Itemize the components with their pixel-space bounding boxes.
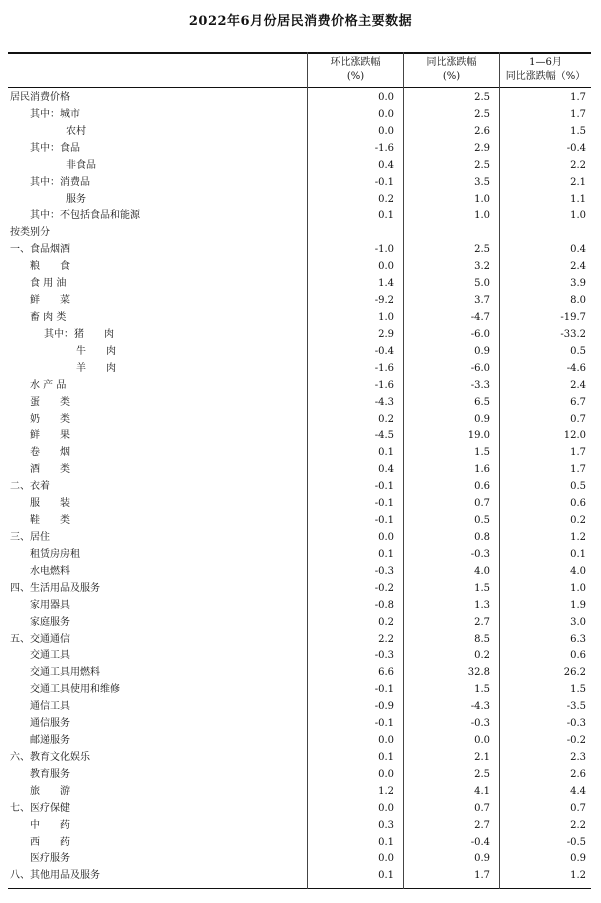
mom-value: 2.2 <box>378 633 394 645</box>
row-label: 交通工具使用和维修 <box>30 684 120 696</box>
ytd-value: 1.7 <box>570 464 586 476</box>
yoy-value: 0.0 <box>474 735 490 747</box>
yoy-value: 1.3 <box>474 599 490 611</box>
ytd-value: 1.7 <box>570 447 586 459</box>
mom-value: -0.9 <box>374 701 394 713</box>
mom-value: 0.4 <box>378 464 394 476</box>
table-row <box>8 682 591 699</box>
row-label: 卷 烟 <box>30 447 70 459</box>
row-label: 旅 游 <box>30 785 70 797</box>
mom-value: -0.3 <box>374 650 394 662</box>
yoy-value: -6.0 <box>470 328 490 340</box>
yoy-value: -4.3 <box>470 701 490 713</box>
yoy-value: 0.5 <box>474 515 490 527</box>
ytd-value: 0.6 <box>570 498 586 510</box>
table-row <box>8 598 591 615</box>
table-row <box>8 513 591 530</box>
table-row <box>8 564 591 581</box>
yoy-value: 1.7 <box>474 870 490 882</box>
ytd-value: 2.2 <box>570 159 586 171</box>
yoy-value: -0.3 <box>470 548 490 560</box>
row-label: 蛋 类 <box>30 396 70 408</box>
mom-value: -0.4 <box>374 345 394 357</box>
table-row <box>8 293 591 310</box>
yoy-value: 1.5 <box>474 447 490 459</box>
yoy-value: -4.7 <box>470 311 490 323</box>
table-row <box>8 615 591 632</box>
row-label: 七、医疗保健 <box>10 802 70 814</box>
yoy-value: 2.5 <box>474 92 490 103</box>
mom-value: -0.1 <box>374 684 394 696</box>
mom-value: -1.0 <box>374 244 394 256</box>
ytd-value: -0.2 <box>566 735 586 747</box>
header-mom <box>308 56 403 84</box>
yoy-value: 6.5 <box>474 396 490 408</box>
ytd-value: 1.1 <box>570 193 586 205</box>
ytd-value: 2.1 <box>570 176 586 188</box>
yoy-value: 2.6 <box>474 125 490 137</box>
row-label: 六、教育文化娱乐 <box>10 751 90 763</box>
table-body <box>8 90 591 885</box>
mom-value: 6.6 <box>378 667 394 679</box>
ytd-value: 1.0 <box>570 582 586 594</box>
header-ytd <box>500 56 591 84</box>
yoy-value: 0.2 <box>474 650 490 662</box>
row-label: 西 药 <box>30 836 70 848</box>
ytd-value: 1.0 <box>570 210 586 222</box>
mom-value: 0.0 <box>378 125 394 137</box>
mom-value: -4.3 <box>374 396 394 408</box>
table-row <box>8 868 591 885</box>
row-label: 服务 <box>66 193 86 205</box>
table-row <box>8 428 591 445</box>
table-row <box>8 310 591 327</box>
ytd-value: -3.5 <box>566 701 586 713</box>
header-yoy-line1: 同比涨跌幅 <box>426 57 477 68</box>
table-top-rule <box>8 52 591 54</box>
ytd-value: 1.5 <box>570 684 586 696</box>
table-row <box>8 699 591 716</box>
table-row <box>8 851 591 868</box>
mom-value: 0.1 <box>378 751 394 763</box>
table-row <box>8 496 591 513</box>
ytd-value: 0.6 <box>570 650 586 662</box>
row-label: 三、居住 <box>10 531 50 543</box>
ytd-value: 1.2 <box>570 531 586 543</box>
yoy-value: 19.0 <box>467 430 490 442</box>
ytd-value: 2.3 <box>570 751 586 763</box>
mom-value: 0.2 <box>378 616 394 628</box>
table-row <box>8 192 591 209</box>
mom-value: -0.1 <box>374 481 394 493</box>
ytd-value: 2.2 <box>570 819 586 831</box>
yoy-value: 2.5 <box>474 159 490 171</box>
table-row <box>8 767 591 784</box>
yoy-value: -3.3 <box>470 379 490 391</box>
table-row <box>8 479 591 496</box>
row-label: 医疗服务 <box>30 853 70 865</box>
row-label: 邮递服务 <box>30 735 70 747</box>
mom-value: -0.1 <box>374 498 394 510</box>
mom-value: 0.1 <box>378 548 394 560</box>
mom-value: 0.1 <box>378 836 394 848</box>
row-label: 其中：消费品 <box>30 176 90 188</box>
row-label: 四、生活用品及服务 <box>10 582 100 594</box>
row-label: 家庭服务 <box>30 616 70 628</box>
yoy-value: 1.5 <box>474 582 490 594</box>
yoy-value: 8.5 <box>474 633 490 645</box>
ytd-value: 1.2 <box>570 870 586 882</box>
table-bottom-rule <box>8 888 591 889</box>
ytd-value: 1.7 <box>570 108 586 120</box>
mom-value: 1.2 <box>378 785 394 797</box>
table-row <box>8 344 591 361</box>
table-row <box>8 648 591 665</box>
ytd-value: 3.9 <box>570 278 586 290</box>
row-label: 粮 食 <box>30 261 70 273</box>
yoy-value: 4.1 <box>474 785 490 797</box>
header-mom-line2: (%) <box>346 71 365 82</box>
ytd-value: 2.6 <box>570 768 586 780</box>
table-row <box>8 412 591 429</box>
table-row <box>8 395 591 412</box>
mom-value: -0.3 <box>374 565 394 577</box>
row-label: 鲜 果 <box>30 430 70 442</box>
mom-value: 0.0 <box>378 261 394 273</box>
row-label: 家用器具 <box>30 599 70 611</box>
row-label: 服 装 <box>30 498 70 510</box>
yoy-value: 3.5 <box>474 176 490 188</box>
table-row <box>8 175 591 192</box>
mom-value: -0.1 <box>374 176 394 188</box>
ytd-value: 2.4 <box>570 379 586 391</box>
yoy-value: 1.6 <box>474 464 490 476</box>
table-row <box>8 141 591 158</box>
row-label: 畜 肉 类 <box>30 311 67 323</box>
yoy-value: 2.1 <box>474 751 490 763</box>
row-label: 二、衣着 <box>10 481 50 493</box>
row-label: 八、其他用品及服务 <box>10 870 100 882</box>
table-row <box>8 581 591 598</box>
ytd-value: 1.7 <box>570 92 586 103</box>
row-label: 其中：城市 <box>30 108 80 120</box>
table-row <box>8 750 591 767</box>
mom-value: 0.2 <box>378 413 394 425</box>
yoy-value: 0.7 <box>474 498 490 510</box>
mom-value: 1.0 <box>378 311 394 323</box>
yoy-value: 0.6 <box>474 481 490 493</box>
table-row <box>8 835 591 852</box>
yoy-value: 2.5 <box>474 244 490 256</box>
table-row <box>8 327 591 344</box>
mom-value: 0.0 <box>378 853 394 865</box>
ytd-value: 0.9 <box>570 853 586 865</box>
table-row <box>8 124 591 141</box>
ytd-value: 6.7 <box>570 396 586 408</box>
mom-value: -4.5 <box>374 430 394 442</box>
mom-value: 0.0 <box>378 108 394 120</box>
ytd-value: 0.1 <box>570 548 586 560</box>
yoy-value: 0.9 <box>474 853 490 865</box>
header-yoy <box>404 56 499 84</box>
table-row <box>8 716 591 733</box>
yoy-value: 32.8 <box>467 667 490 679</box>
mom-value: -1.6 <box>374 362 394 374</box>
ytd-value: 0.7 <box>570 802 586 814</box>
yoy-value: 2.5 <box>474 768 490 780</box>
table-row <box>8 665 591 682</box>
table-row <box>8 90 591 107</box>
mom-value: 0.0 <box>378 735 394 747</box>
row-label: 其中：猪 肉 <box>44 328 114 340</box>
ytd-value: 0.5 <box>570 481 586 493</box>
table-row <box>8 733 591 750</box>
row-label: 酒 类 <box>30 464 70 476</box>
mom-value: -0.1 <box>374 718 394 730</box>
row-label: 通信服务 <box>30 718 70 730</box>
mom-value: 0.2 <box>378 193 394 205</box>
table-row <box>8 632 591 649</box>
mom-value: -9.2 <box>374 295 394 307</box>
yoy-value: 2.9 <box>474 142 490 154</box>
ytd-value: -19.7 <box>560 311 586 323</box>
data-table <box>8 52 591 889</box>
table-row <box>8 107 591 124</box>
table-row <box>8 784 591 801</box>
mom-value: 0.1 <box>378 870 394 882</box>
row-label: 水 产 品 <box>30 379 67 391</box>
mom-value: 2.9 <box>378 328 394 340</box>
mom-value: 0.4 <box>378 159 394 171</box>
header-ytd-line2: 同比涨跌幅（%） <box>505 71 586 82</box>
mom-value: -0.1 <box>374 515 394 527</box>
row-label: 按类别分 <box>10 227 50 239</box>
mom-value: 0.0 <box>378 531 394 543</box>
mom-value: 0.0 <box>378 802 394 814</box>
yoy-value: 4.0 <box>474 565 490 577</box>
yoy-value: 1.5 <box>474 684 490 696</box>
mom-value: -0.2 <box>374 582 394 594</box>
ytd-value: 4.0 <box>570 565 586 577</box>
yoy-value: 1.0 <box>474 210 490 222</box>
yoy-value: -0.3 <box>470 718 490 730</box>
row-label: 食 用 油 <box>30 278 67 290</box>
row-label: 牛 肉 <box>76 345 116 357</box>
table-row <box>8 378 591 395</box>
ytd-value: -33.2 <box>560 328 586 340</box>
yoy-value: 0.9 <box>474 413 490 425</box>
row-label: 教育服务 <box>30 768 70 780</box>
ytd-value: 1.9 <box>570 599 586 611</box>
row-label: 租赁房房租 <box>30 548 80 560</box>
ytd-value: 0.4 <box>570 244 586 256</box>
ytd-value: 8.0 <box>570 295 586 307</box>
mom-value: -1.6 <box>374 142 394 154</box>
table-row <box>8 208 591 225</box>
ytd-value: -4.6 <box>566 362 586 374</box>
ytd-value: 0.2 <box>570 515 586 527</box>
yoy-value: 5.0 <box>474 278 490 290</box>
row-label: 其中：食品 <box>30 142 80 154</box>
mom-value: -1.6 <box>374 379 394 391</box>
yoy-value: -6.0 <box>470 362 490 374</box>
row-label: 鲜 菜 <box>30 295 70 307</box>
mom-value: -0.8 <box>374 599 394 611</box>
table-row <box>8 361 591 378</box>
ytd-value: -0.3 <box>566 718 586 730</box>
page-title: 2022年6月份居民消费价格主要数据 <box>188 14 413 29</box>
table-row <box>8 259 591 276</box>
header-yoy-line2: (%) <box>442 71 461 82</box>
table-row <box>8 818 591 835</box>
mom-value: 0.0 <box>378 92 394 103</box>
header-ytd-line1: 1—6月 <box>529 57 562 68</box>
row-label: 农村 <box>66 125 86 137</box>
ytd-value: 1.5 <box>570 125 586 137</box>
row-label: 鞋 类 <box>30 515 70 527</box>
ytd-value: 3.0 <box>570 616 586 628</box>
ytd-value: 2.4 <box>570 261 586 273</box>
ytd-value: -0.4 <box>566 142 586 154</box>
ytd-value: 0.7 <box>570 413 586 425</box>
row-label: 水电燃料 <box>30 565 70 577</box>
mom-value: 1.4 <box>378 278 394 290</box>
yoy-value: 0.7 <box>474 802 490 814</box>
row-label: 五、交通通信 <box>10 633 70 645</box>
yoy-value: 2.7 <box>474 819 490 831</box>
table-row <box>8 530 591 547</box>
ytd-value: 6.3 <box>570 633 586 645</box>
table-row <box>8 462 591 479</box>
ytd-value: 0.5 <box>570 345 586 357</box>
row-label: 中 药 <box>30 819 70 831</box>
table-row <box>8 276 591 293</box>
table-row <box>8 242 591 259</box>
row-label: 交通工具用燃料 <box>30 667 100 679</box>
yoy-value: -0.4 <box>470 836 490 848</box>
yoy-value: 2.5 <box>474 108 490 120</box>
row-label: 羊 肉 <box>76 362 116 374</box>
mom-value: 0.0 <box>378 768 394 780</box>
row-label: 非食品 <box>66 159 96 171</box>
table-row <box>8 801 591 818</box>
yoy-value: 3.7 <box>474 295 490 307</box>
header-rule <box>8 87 591 88</box>
yoy-value: 0.8 <box>474 531 490 543</box>
ytd-value: 26.2 <box>563 667 586 679</box>
header-mom-line1: 环比涨跌幅 <box>330 57 381 68</box>
row-label: 其中：不包括食品和能源 <box>30 210 140 222</box>
row-label: 奶 类 <box>30 413 70 425</box>
yoy-value: 3.2 <box>474 261 490 273</box>
ytd-value: 12.0 <box>563 430 586 442</box>
yoy-value: 1.0 <box>474 193 490 205</box>
row-label: 一、食品烟酒 <box>10 244 70 256</box>
table-row <box>8 445 591 462</box>
row-label: 交通工具 <box>30 650 70 662</box>
ytd-value: -0.5 <box>566 836 586 848</box>
mom-value: 0.1 <box>378 447 394 459</box>
table-row <box>8 225 591 242</box>
table-row <box>8 158 591 175</box>
mom-value: 0.3 <box>378 819 394 831</box>
ytd-value: 4.4 <box>570 785 586 797</box>
yoy-value: 0.9 <box>474 345 490 357</box>
row-label: 通信工具 <box>30 701 70 713</box>
yoy-value: 2.7 <box>474 616 490 628</box>
mom-value: 0.1 <box>378 210 394 222</box>
table-row <box>8 547 591 564</box>
row-label: 居民消费价格 <box>10 92 70 103</box>
